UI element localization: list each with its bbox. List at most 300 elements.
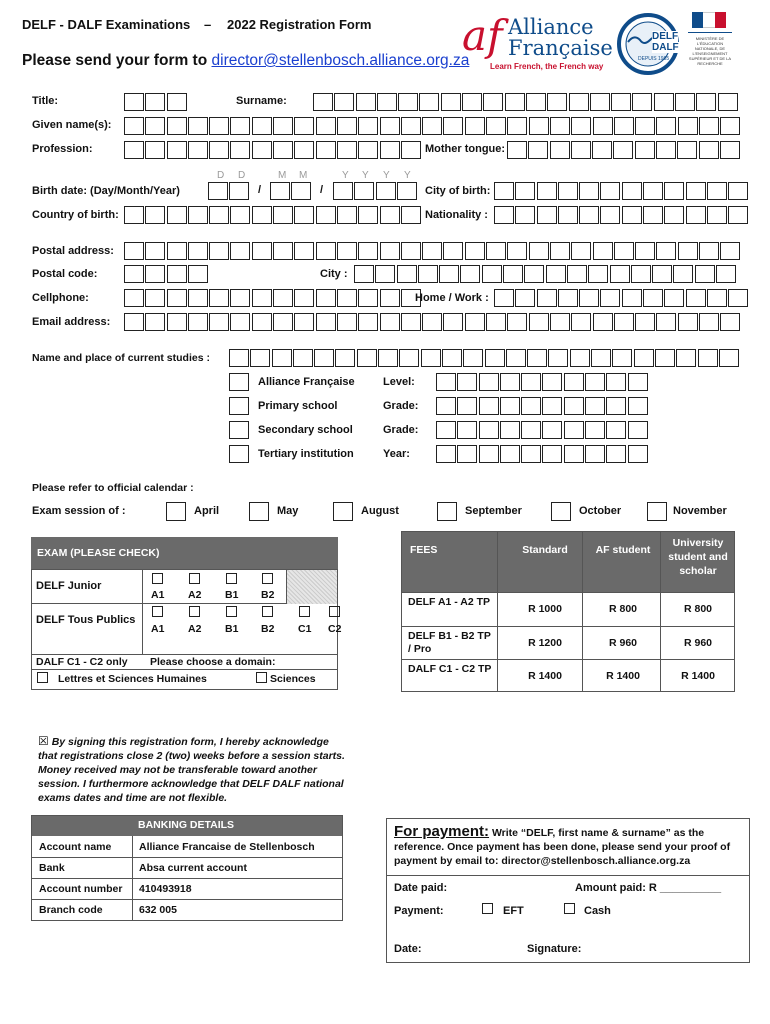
email-boxes[interactable] xyxy=(124,313,742,331)
char-box[interactable] xyxy=(294,242,314,260)
char-box[interactable] xyxy=(507,141,527,159)
char-box[interactable] xyxy=(678,242,698,260)
char-box[interactable] xyxy=(460,265,480,283)
char-box[interactable] xyxy=(486,117,506,135)
char-box[interactable] xyxy=(316,242,336,260)
char-box[interactable] xyxy=(590,93,610,111)
char-box[interactable] xyxy=(720,313,740,331)
char-box[interactable] xyxy=(564,373,584,391)
char-box[interactable] xyxy=(686,182,706,200)
char-box[interactable] xyxy=(515,289,535,307)
char-box[interactable] xyxy=(611,93,631,111)
char-box[interactable] xyxy=(273,206,293,224)
char-box[interactable] xyxy=(571,141,591,159)
country-of-birth-boxes[interactable] xyxy=(124,206,422,224)
char-box[interactable] xyxy=(537,289,557,307)
char-box[interactable] xyxy=(401,242,421,260)
char-box[interactable] xyxy=(380,141,400,159)
char-box[interactable] xyxy=(252,313,272,331)
char-box[interactable] xyxy=(571,313,591,331)
char-box[interactable] xyxy=(542,445,562,463)
char-box[interactable] xyxy=(380,289,400,307)
char-box[interactable] xyxy=(436,445,456,463)
tous-b2-checkbox[interactable] xyxy=(262,606,273,617)
tous-a2-checkbox[interactable] xyxy=(189,606,200,617)
char-box[interactable] xyxy=(550,313,570,331)
char-box[interactable] xyxy=(380,313,400,331)
char-box[interactable] xyxy=(494,289,514,307)
char-box[interactable] xyxy=(124,141,144,159)
char-box[interactable] xyxy=(167,117,187,135)
char-box[interactable] xyxy=(401,206,421,224)
eft-checkbox[interactable] xyxy=(482,903,493,914)
char-box[interactable] xyxy=(401,313,421,331)
char-box[interactable] xyxy=(569,93,589,111)
char-box[interactable] xyxy=(294,206,314,224)
char-box[interactable] xyxy=(358,206,378,224)
char-box[interactable] xyxy=(436,373,456,391)
char-box[interactable] xyxy=(188,206,208,224)
char-box[interactable] xyxy=(188,242,208,260)
char-box[interactable] xyxy=(521,397,541,415)
char-box[interactable] xyxy=(547,93,567,111)
char-box[interactable] xyxy=(229,349,249,367)
char-box[interactable] xyxy=(378,349,398,367)
char-box[interactable] xyxy=(728,206,748,224)
char-box[interactable] xyxy=(252,242,272,260)
char-box[interactable] xyxy=(720,242,740,260)
char-box[interactable] xyxy=(614,117,634,135)
char-box[interactable] xyxy=(600,289,620,307)
char-box[interactable] xyxy=(678,117,698,135)
studies-boxes[interactable] xyxy=(229,349,740,367)
char-box[interactable] xyxy=(707,206,727,224)
char-box[interactable] xyxy=(537,206,557,224)
char-box[interactable] xyxy=(209,289,229,307)
char-box[interactable] xyxy=(507,117,527,135)
char-box[interactable] xyxy=(567,265,587,283)
char-box[interactable] xyxy=(479,421,499,439)
char-box[interactable] xyxy=(377,93,397,111)
char-box[interactable] xyxy=(442,349,462,367)
char-box[interactable] xyxy=(457,445,477,463)
studies-option-checkbox[interactable] xyxy=(229,445,249,463)
char-box[interactable] xyxy=(696,93,716,111)
char-box[interactable] xyxy=(728,182,748,200)
month-checkbox-august[interactable] xyxy=(333,502,353,521)
char-box[interactable] xyxy=(719,349,739,367)
char-box[interactable] xyxy=(673,265,693,283)
char-box[interactable] xyxy=(294,289,314,307)
char-box[interactable] xyxy=(699,242,719,260)
char-box[interactable] xyxy=(443,313,463,331)
month-checkbox-september[interactable] xyxy=(437,502,457,521)
char-box[interactable] xyxy=(635,242,655,260)
char-box[interactable] xyxy=(664,182,684,200)
month-checkbox-may[interactable] xyxy=(249,502,269,521)
char-box[interactable] xyxy=(443,242,463,260)
char-box[interactable] xyxy=(479,373,499,391)
char-box[interactable] xyxy=(521,421,541,439)
char-box[interactable] xyxy=(507,242,527,260)
char-box[interactable] xyxy=(465,242,485,260)
char-box[interactable] xyxy=(515,182,535,200)
title-boxes[interactable] xyxy=(124,93,188,111)
char-box[interactable] xyxy=(272,349,292,367)
profession-boxes[interactable] xyxy=(124,141,422,159)
char-box[interactable] xyxy=(558,206,578,224)
char-box[interactable] xyxy=(656,141,676,159)
char-box[interactable] xyxy=(230,313,250,331)
char-box[interactable] xyxy=(643,289,663,307)
char-box[interactable] xyxy=(145,117,165,135)
char-box[interactable] xyxy=(635,141,655,159)
char-box[interactable] xyxy=(655,349,675,367)
char-box[interactable] xyxy=(145,242,165,260)
char-box[interactable] xyxy=(124,289,144,307)
studies-option-checkbox[interactable] xyxy=(229,397,249,415)
char-box[interactable] xyxy=(479,445,499,463)
studies-option-checkbox[interactable] xyxy=(229,421,249,439)
char-box[interactable] xyxy=(542,397,562,415)
char-box[interactable] xyxy=(585,421,605,439)
char-box[interactable] xyxy=(230,242,250,260)
char-box[interactable] xyxy=(506,349,526,367)
char-box[interactable] xyxy=(293,349,313,367)
char-box[interactable] xyxy=(294,313,314,331)
char-box[interactable] xyxy=(465,313,485,331)
birth-month-boxes[interactable] xyxy=(270,182,313,200)
char-box[interactable] xyxy=(209,313,229,331)
birth-day-boxes[interactable] xyxy=(208,182,251,200)
char-box[interactable] xyxy=(273,242,293,260)
char-box[interactable] xyxy=(628,445,648,463)
char-box[interactable] xyxy=(316,117,336,135)
char-box[interactable] xyxy=(273,313,293,331)
char-box[interactable] xyxy=(593,242,613,260)
char-box[interactable] xyxy=(188,313,208,331)
char-box[interactable] xyxy=(550,117,570,135)
char-box[interactable] xyxy=(600,182,620,200)
char-box[interactable] xyxy=(564,445,584,463)
char-box[interactable] xyxy=(610,265,630,283)
char-box[interactable] xyxy=(294,117,314,135)
cash-checkbox[interactable] xyxy=(564,903,575,914)
char-box[interactable] xyxy=(145,206,165,224)
char-box[interactable] xyxy=(252,206,272,224)
char-box[interactable] xyxy=(546,265,566,283)
char-box[interactable] xyxy=(380,242,400,260)
char-box[interactable] xyxy=(313,93,333,111)
char-box[interactable] xyxy=(500,445,520,463)
junior-b2-checkbox[interactable] xyxy=(262,573,273,584)
char-box[interactable] xyxy=(686,206,706,224)
send-email-link[interactable]: director@stellenbosch.alliance.org.za xyxy=(211,52,470,69)
tous-c1-checkbox[interactable] xyxy=(299,606,310,617)
char-box[interactable] xyxy=(686,289,706,307)
char-box[interactable] xyxy=(465,117,485,135)
char-box[interactable] xyxy=(145,313,165,331)
char-box[interactable] xyxy=(695,265,715,283)
char-box[interactable] xyxy=(524,265,544,283)
tous-a1-checkbox[interactable] xyxy=(152,606,163,617)
char-box[interactable] xyxy=(357,349,377,367)
char-box[interactable] xyxy=(500,397,520,415)
char-box[interactable] xyxy=(579,289,599,307)
domain-lettres-checkbox[interactable] xyxy=(37,672,48,683)
char-box[interactable] xyxy=(628,397,648,415)
char-box[interactable] xyxy=(612,349,632,367)
char-box[interactable] xyxy=(656,117,676,135)
birth-year-boxes[interactable] xyxy=(333,182,418,200)
month-checkbox-october[interactable] xyxy=(551,502,571,521)
char-box[interactable] xyxy=(167,242,187,260)
nationality-boxes[interactable] xyxy=(494,206,750,224)
char-box[interactable] xyxy=(316,313,336,331)
given-names-boxes[interactable] xyxy=(124,117,742,135)
char-box[interactable] xyxy=(677,141,697,159)
char-box[interactable] xyxy=(273,117,293,135)
char-box[interactable] xyxy=(585,373,605,391)
char-box[interactable] xyxy=(337,117,357,135)
char-box[interactable] xyxy=(401,117,421,135)
char-box[interactable] xyxy=(558,182,578,200)
char-box[interactable] xyxy=(635,313,655,331)
char-box[interactable] xyxy=(358,117,378,135)
char-box[interactable] xyxy=(515,206,535,224)
char-box[interactable] xyxy=(505,93,525,111)
studies-level-boxes[interactable] xyxy=(436,421,649,439)
char-box[interactable] xyxy=(273,141,293,159)
char-box[interactable] xyxy=(622,182,642,200)
studies-level-boxes[interactable] xyxy=(436,373,649,391)
postal-code-boxes[interactable] xyxy=(124,265,209,283)
char-box[interactable] xyxy=(564,397,584,415)
char-box[interactable] xyxy=(529,242,549,260)
char-box[interactable] xyxy=(600,206,620,224)
studies-option-checkbox[interactable] xyxy=(229,373,249,391)
char-box[interactable] xyxy=(548,349,568,367)
month-checkbox-april[interactable] xyxy=(166,502,186,521)
tous-b1-checkbox[interactable] xyxy=(226,606,237,617)
char-box[interactable] xyxy=(614,242,634,260)
char-box[interactable] xyxy=(457,397,477,415)
char-box[interactable] xyxy=(606,445,626,463)
char-box[interactable] xyxy=(571,117,591,135)
char-box[interactable] xyxy=(398,93,418,111)
char-box[interactable] xyxy=(375,265,395,283)
char-box[interactable] xyxy=(592,141,612,159)
char-box[interactable] xyxy=(209,141,229,159)
char-box[interactable] xyxy=(628,373,648,391)
char-box[interactable] xyxy=(699,313,719,331)
char-box[interactable] xyxy=(250,349,270,367)
char-box[interactable] xyxy=(334,93,354,111)
char-box[interactable] xyxy=(209,117,229,135)
char-box[interactable] xyxy=(337,206,357,224)
char-box[interactable] xyxy=(124,206,144,224)
char-box[interactable] xyxy=(252,141,272,159)
char-box[interactable] xyxy=(209,242,229,260)
char-box[interactable] xyxy=(380,206,400,224)
char-box[interactable] xyxy=(273,289,293,307)
char-box[interactable] xyxy=(252,289,272,307)
char-box[interactable] xyxy=(422,117,442,135)
char-box[interactable] xyxy=(124,313,144,331)
char-box[interactable] xyxy=(718,93,738,111)
char-box[interactable] xyxy=(397,265,417,283)
char-box[interactable] xyxy=(358,289,378,307)
char-box[interactable] xyxy=(337,242,357,260)
char-box[interactable] xyxy=(230,141,250,159)
char-box[interactable] xyxy=(439,265,459,283)
char-box[interactable] xyxy=(622,289,642,307)
char-box[interactable] xyxy=(675,93,695,111)
char-box[interactable] xyxy=(316,289,336,307)
char-box[interactable] xyxy=(631,265,651,283)
char-box[interactable] xyxy=(614,313,634,331)
char-box[interactable] xyxy=(585,445,605,463)
studies-level-boxes[interactable] xyxy=(436,445,649,463)
studies-level-boxes[interactable] xyxy=(436,397,649,415)
char-box[interactable] xyxy=(529,313,549,331)
char-box[interactable] xyxy=(479,397,499,415)
char-box[interactable] xyxy=(527,349,547,367)
char-box[interactable] xyxy=(699,141,719,159)
char-box[interactable] xyxy=(507,313,527,331)
char-box[interactable] xyxy=(337,289,357,307)
char-box[interactable] xyxy=(635,117,655,135)
char-box[interactable] xyxy=(354,265,374,283)
char-box[interactable] xyxy=(716,265,736,283)
char-box[interactable] xyxy=(188,117,208,135)
char-box[interactable] xyxy=(230,117,250,135)
char-box[interactable] xyxy=(401,141,421,159)
char-box[interactable] xyxy=(606,397,626,415)
char-box[interactable] xyxy=(314,349,334,367)
char-box[interactable] xyxy=(419,93,439,111)
char-box[interactable] xyxy=(588,265,608,283)
char-box[interactable] xyxy=(167,141,187,159)
char-box[interactable] xyxy=(422,242,442,260)
char-box[interactable] xyxy=(664,289,684,307)
char-box[interactable] xyxy=(358,313,378,331)
char-box[interactable] xyxy=(585,397,605,415)
char-box[interactable] xyxy=(656,313,676,331)
char-box[interactable] xyxy=(521,445,541,463)
char-box[interactable] xyxy=(486,313,506,331)
mother-tongue-boxes[interactable] xyxy=(507,141,741,159)
char-box[interactable] xyxy=(521,373,541,391)
char-box[interactable] xyxy=(358,242,378,260)
char-box[interactable] xyxy=(500,373,520,391)
char-box[interactable] xyxy=(457,373,477,391)
char-box[interactable] xyxy=(358,141,378,159)
char-box[interactable] xyxy=(628,421,648,439)
char-box[interactable] xyxy=(593,313,613,331)
char-box[interactable] xyxy=(593,117,613,135)
char-box[interactable] xyxy=(443,117,463,135)
char-box[interactable] xyxy=(124,117,144,135)
char-box[interactable] xyxy=(537,182,557,200)
char-box[interactable] xyxy=(652,265,672,283)
char-box[interactable] xyxy=(145,289,165,307)
acknowledge-checkbox[interactable]: ☒ xyxy=(38,734,49,748)
char-box[interactable] xyxy=(188,141,208,159)
char-box[interactable] xyxy=(720,117,740,135)
char-box[interactable] xyxy=(494,182,514,200)
char-box[interactable] xyxy=(728,289,748,307)
char-box[interactable] xyxy=(167,313,187,331)
char-box[interactable] xyxy=(486,242,506,260)
domain-sciences-checkbox[interactable] xyxy=(256,672,267,683)
tous-c2-checkbox[interactable] xyxy=(329,606,340,617)
char-box[interactable] xyxy=(457,421,477,439)
char-box[interactable] xyxy=(380,117,400,135)
char-box[interactable] xyxy=(441,93,461,111)
city-of-birth-boxes[interactable] xyxy=(494,182,750,200)
char-box[interactable] xyxy=(356,93,376,111)
char-box[interactable] xyxy=(337,141,357,159)
char-box[interactable] xyxy=(167,289,187,307)
home-work-boxes[interactable] xyxy=(494,289,750,307)
char-box[interactable] xyxy=(462,93,482,111)
postal-address-boxes[interactable] xyxy=(124,242,742,260)
char-box[interactable] xyxy=(167,206,187,224)
char-box[interactable] xyxy=(294,141,314,159)
char-box[interactable] xyxy=(570,349,590,367)
char-box[interactable] xyxy=(579,182,599,200)
junior-a2-checkbox[interactable] xyxy=(189,573,200,584)
char-box[interactable] xyxy=(720,141,740,159)
char-box[interactable] xyxy=(124,242,144,260)
char-box[interactable] xyxy=(542,421,562,439)
char-box[interactable] xyxy=(550,242,570,260)
char-box[interactable] xyxy=(436,421,456,439)
char-box[interactable] xyxy=(606,421,626,439)
char-box[interactable] xyxy=(188,289,208,307)
char-box[interactable] xyxy=(399,349,419,367)
char-box[interactable] xyxy=(500,421,520,439)
char-box[interactable] xyxy=(654,93,674,111)
city-boxes[interactable] xyxy=(354,265,737,283)
char-box[interactable] xyxy=(463,349,483,367)
char-box[interactable] xyxy=(209,206,229,224)
char-box[interactable] xyxy=(613,141,633,159)
char-box[interactable] xyxy=(529,117,549,135)
char-box[interactable] xyxy=(707,289,727,307)
char-box[interactable] xyxy=(643,206,663,224)
junior-b1-checkbox[interactable] xyxy=(226,573,237,584)
char-box[interactable] xyxy=(526,93,546,111)
char-box[interactable] xyxy=(699,117,719,135)
char-box[interactable] xyxy=(252,117,272,135)
char-box[interactable] xyxy=(656,242,676,260)
char-box[interactable] xyxy=(634,349,654,367)
month-checkbox-november[interactable] xyxy=(647,502,667,521)
char-box[interactable] xyxy=(579,206,599,224)
junior-a1-checkbox[interactable] xyxy=(152,573,163,584)
char-box[interactable] xyxy=(316,206,336,224)
char-box[interactable] xyxy=(421,349,441,367)
char-box[interactable] xyxy=(643,182,663,200)
surname-boxes[interactable] xyxy=(313,93,739,111)
char-box[interactable] xyxy=(622,206,642,224)
char-box[interactable] xyxy=(494,206,514,224)
char-box[interactable] xyxy=(230,289,250,307)
char-box[interactable] xyxy=(482,265,502,283)
char-box[interactable] xyxy=(422,313,442,331)
